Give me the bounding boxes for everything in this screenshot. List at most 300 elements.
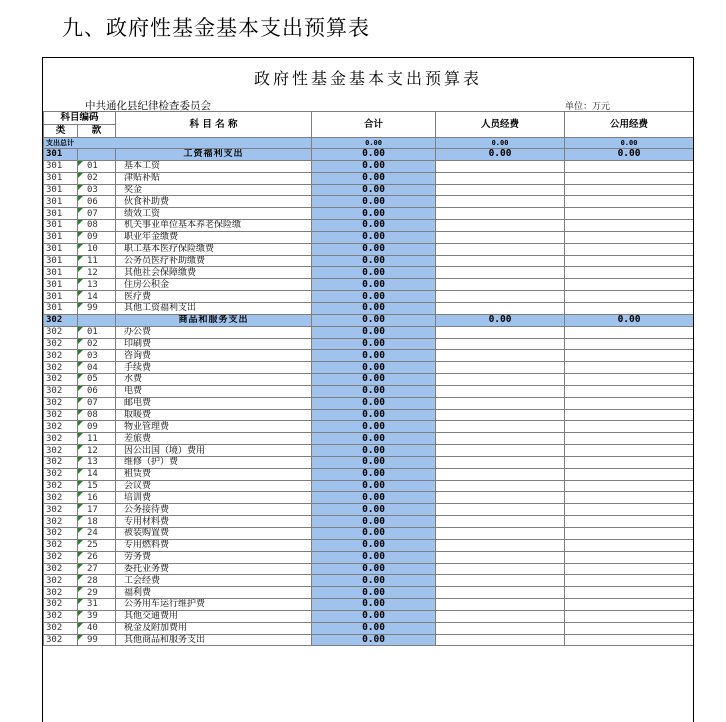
row-item-code: 16 xyxy=(78,492,116,504)
row-class-code: 302 xyxy=(44,338,78,350)
row-personnel xyxy=(436,397,565,409)
row-class-code: 301 xyxy=(44,172,78,184)
header-name: 科 目 名 称 xyxy=(116,112,312,138)
row-item-code: 02 xyxy=(78,338,116,350)
table-row xyxy=(44,350,694,362)
row-personnel xyxy=(436,575,565,587)
row-total: 0.00 xyxy=(312,374,436,386)
row-public xyxy=(565,397,694,409)
row-item-code: 14 xyxy=(78,468,116,480)
header-row xyxy=(44,112,694,125)
row-total: 0.00 xyxy=(312,243,436,255)
row-public xyxy=(565,445,694,457)
row-item-code: 13 xyxy=(78,456,116,468)
category-personnel: 0.00 xyxy=(436,314,565,326)
table-row xyxy=(44,504,694,516)
summary-personnel: 0.00 xyxy=(436,138,565,149)
row-name: 会议费 xyxy=(116,480,312,492)
row-total: 0.00 xyxy=(312,326,436,338)
row-item-code: 01 xyxy=(78,160,116,172)
row-item-code: 04 xyxy=(78,362,116,374)
row-public xyxy=(565,551,694,563)
row-total: 0.00 xyxy=(312,231,436,243)
table-row xyxy=(44,421,694,433)
table-row xyxy=(44,634,694,646)
table-row xyxy=(44,397,694,409)
row-name: 公务员医疗补助缴费 xyxy=(116,255,312,267)
header-code-group: 科目编码 xyxy=(44,112,116,125)
row-item-code: 29 xyxy=(78,587,116,599)
category-name: 商品和服务支出 xyxy=(116,314,312,326)
row-class-code: 302 xyxy=(44,421,78,433)
row-name: 税金及附加费用 xyxy=(116,622,312,634)
row-class-code: 302 xyxy=(44,551,78,563)
row-class-code: 302 xyxy=(44,385,78,397)
row-personnel xyxy=(436,516,565,528)
row-item-code: 09 xyxy=(78,421,116,433)
row-item-code: 99 xyxy=(78,634,116,646)
table-row xyxy=(44,255,694,267)
row-public xyxy=(565,468,694,480)
row-name: 其他商品和服务支出 xyxy=(116,634,312,646)
header-class: 类 xyxy=(44,125,78,138)
row-personnel xyxy=(436,563,565,575)
row-class-code: 302 xyxy=(44,528,78,540)
row-class-code: 301 xyxy=(44,243,78,255)
row-personnel xyxy=(436,433,565,445)
row-total: 0.00 xyxy=(312,421,436,433)
row-class-code: 302 xyxy=(44,433,78,445)
row-name: 咨询费 xyxy=(116,350,312,362)
table-row xyxy=(44,409,694,421)
row-personnel xyxy=(436,551,565,563)
row-item-code: 18 xyxy=(78,516,116,528)
row-class-code: 302 xyxy=(44,468,78,480)
row-item-code: 08 xyxy=(78,220,116,232)
category-total: 0.00 xyxy=(312,149,436,161)
table-row xyxy=(44,184,694,196)
row-public xyxy=(565,385,694,397)
row-class-code: 302 xyxy=(44,563,78,575)
row-item-code: 31 xyxy=(78,599,116,611)
row-public xyxy=(565,575,694,587)
row-public xyxy=(565,208,694,220)
row-item-code: 07 xyxy=(78,208,116,220)
row-public xyxy=(565,421,694,433)
row-total: 0.00 xyxy=(312,338,436,350)
row-class-code: 302 xyxy=(44,504,78,516)
row-class-code: 302 xyxy=(44,409,78,421)
table-row xyxy=(44,516,694,528)
table-row xyxy=(44,539,694,551)
row-total: 0.00 xyxy=(312,516,436,528)
category-sub xyxy=(78,314,116,326)
row-class-code: 302 xyxy=(44,599,78,611)
table-row xyxy=(44,338,694,350)
row-name: 住房公积金 xyxy=(116,279,312,291)
row-public xyxy=(565,172,694,184)
table-row xyxy=(44,172,694,184)
row-item-code: 03 xyxy=(78,184,116,196)
row-public xyxy=(565,409,694,421)
row-public xyxy=(565,539,694,551)
row-total: 0.00 xyxy=(312,480,436,492)
row-public xyxy=(565,563,694,575)
row-item-code: 27 xyxy=(78,563,116,575)
table-row xyxy=(44,302,694,314)
row-total: 0.00 xyxy=(312,599,436,611)
table-row xyxy=(44,528,694,540)
table-row xyxy=(44,480,694,492)
row-total: 0.00 xyxy=(312,208,436,220)
row-personnel xyxy=(436,350,565,362)
row-personnel xyxy=(436,172,565,184)
row-public xyxy=(565,622,694,634)
row-personnel xyxy=(436,326,565,338)
row-name: 水费 xyxy=(116,374,312,386)
table-row xyxy=(44,492,694,504)
header-item: 款 xyxy=(78,125,116,138)
row-total: 0.00 xyxy=(312,220,436,232)
unit-row xyxy=(43,97,693,112)
row-total: 0.00 xyxy=(312,409,436,421)
row-personnel xyxy=(436,220,565,232)
row-total: 0.00 xyxy=(312,184,436,196)
row-public xyxy=(565,456,694,468)
row-class-code: 301 xyxy=(44,255,78,267)
row-total: 0.00 xyxy=(312,492,436,504)
row-personnel xyxy=(436,231,565,243)
row-public xyxy=(565,492,694,504)
row-name: 伙食补助费 xyxy=(116,196,312,208)
summary-public: 0.00 xyxy=(565,138,694,149)
row-public xyxy=(565,220,694,232)
row-item-code: 03 xyxy=(78,350,116,362)
table-row xyxy=(44,587,694,599)
row-personnel xyxy=(436,385,565,397)
row-item-code: 15 xyxy=(78,480,116,492)
row-name: 其他社会保障缴费 xyxy=(116,267,312,279)
row-class-code: 301 xyxy=(44,231,78,243)
row-item-code: 24 xyxy=(78,528,116,540)
table-row xyxy=(44,456,694,468)
row-name: 办公费 xyxy=(116,326,312,338)
row-public xyxy=(565,504,694,516)
row-class-code: 301 xyxy=(44,302,78,314)
row-name: 职工基本医疗保险缴费 xyxy=(116,243,312,255)
row-public xyxy=(565,350,694,362)
row-name: 其他交通费用 xyxy=(116,610,312,622)
row-total: 0.00 xyxy=(312,468,436,480)
row-total: 0.00 xyxy=(312,385,436,397)
table-row xyxy=(44,374,694,386)
row-total: 0.00 xyxy=(312,622,436,634)
row-total: 0.00 xyxy=(312,528,436,540)
row-item-code: 99 xyxy=(78,302,116,314)
summary-label: 支出总计 xyxy=(44,138,312,149)
table-row xyxy=(44,445,694,457)
row-class-code: 301 xyxy=(44,208,78,220)
row-total: 0.00 xyxy=(312,575,436,587)
summary-row xyxy=(44,138,694,149)
row-name: 取暖费 xyxy=(116,409,312,421)
row-personnel xyxy=(436,492,565,504)
row-name: 其他工资福利支出 xyxy=(116,302,312,314)
table-row xyxy=(44,362,694,374)
row-item-code: 06 xyxy=(78,196,116,208)
row-personnel xyxy=(436,279,565,291)
row-personnel xyxy=(436,421,565,433)
row-name: 劳务费 xyxy=(116,551,312,563)
table-row xyxy=(44,575,694,587)
row-total: 0.00 xyxy=(312,563,436,575)
row-class-code: 302 xyxy=(44,539,78,551)
category-public: 0.00 xyxy=(565,149,694,161)
row-class-code: 302 xyxy=(44,374,78,386)
page-heading: 九、政府性基金基本支出预算表 xyxy=(62,16,370,40)
row-class-code: 301 xyxy=(44,160,78,172)
row-name: 专用燃料费 xyxy=(116,539,312,551)
row-total: 0.00 xyxy=(312,267,436,279)
row-personnel xyxy=(436,374,565,386)
summary-total: 0.00 xyxy=(312,138,436,149)
row-public xyxy=(565,291,694,303)
row-personnel xyxy=(436,587,565,599)
category-name: 工资福利支出 xyxy=(116,149,312,161)
budget-table xyxy=(43,111,694,646)
row-personnel xyxy=(436,267,565,279)
row-public xyxy=(565,267,694,279)
row-name: 医疗费 xyxy=(116,291,312,303)
table-row xyxy=(44,291,694,303)
row-personnel xyxy=(436,160,565,172)
row-public xyxy=(565,599,694,611)
row-class-code: 301 xyxy=(44,279,78,291)
row-public xyxy=(565,634,694,646)
table-row xyxy=(44,326,694,338)
row-class-code: 302 xyxy=(44,362,78,374)
row-total: 0.00 xyxy=(312,160,436,172)
table-row xyxy=(44,551,694,563)
row-public xyxy=(565,196,694,208)
row-total: 0.00 xyxy=(312,302,436,314)
category-code: 302 xyxy=(44,314,78,326)
row-total: 0.00 xyxy=(312,172,436,184)
row-total: 0.00 xyxy=(312,397,436,409)
table-row xyxy=(44,160,694,172)
row-personnel xyxy=(436,243,565,255)
row-public xyxy=(565,587,694,599)
row-name: 委托业务费 xyxy=(116,563,312,575)
row-public xyxy=(565,231,694,243)
row-total: 0.00 xyxy=(312,279,436,291)
row-class-code: 302 xyxy=(44,350,78,362)
row-name: 电费 xyxy=(116,385,312,397)
row-personnel xyxy=(436,634,565,646)
table-row xyxy=(44,243,694,255)
row-public xyxy=(565,610,694,622)
table-row xyxy=(44,468,694,480)
row-total: 0.00 xyxy=(312,587,436,599)
unit-label: 单位：万元 xyxy=(565,102,611,112)
row-name: 因公出国（境）费用 xyxy=(116,445,312,457)
row-item-code: 14 xyxy=(78,291,116,303)
row-name: 公务用车运行维护费 xyxy=(116,599,312,611)
row-personnel xyxy=(436,208,565,220)
row-personnel xyxy=(436,539,565,551)
row-personnel xyxy=(436,338,565,350)
row-name: 公务接待费 xyxy=(116,504,312,516)
row-item-code: 17 xyxy=(78,504,116,516)
row-item-code: 25 xyxy=(78,539,116,551)
row-public xyxy=(565,302,694,314)
row-total: 0.00 xyxy=(312,291,436,303)
category-sub xyxy=(78,149,116,161)
row-personnel xyxy=(436,480,565,492)
row-class-code: 302 xyxy=(44,492,78,504)
row-name: 印刷费 xyxy=(116,338,312,350)
row-name: 租赁费 xyxy=(116,468,312,480)
row-item-code: 12 xyxy=(78,267,116,279)
row-item-code: 10 xyxy=(78,243,116,255)
row-total: 0.00 xyxy=(312,350,436,362)
row-total: 0.00 xyxy=(312,504,436,516)
row-class-code: 302 xyxy=(44,456,78,468)
row-item-code: 11 xyxy=(78,255,116,267)
row-class-code: 302 xyxy=(44,445,78,457)
category-row xyxy=(44,149,694,161)
table-row xyxy=(44,196,694,208)
row-class-code: 302 xyxy=(44,587,78,599)
row-public xyxy=(565,374,694,386)
row-item-code: 01 xyxy=(78,326,116,338)
row-personnel xyxy=(436,362,565,374)
row-public xyxy=(565,326,694,338)
row-class-code: 302 xyxy=(44,634,78,646)
row-name: 基本工资 xyxy=(116,160,312,172)
row-public xyxy=(565,516,694,528)
category-public: 0.00 xyxy=(565,314,694,326)
row-name: 职业年金缴费 xyxy=(116,231,312,243)
row-name: 绩效工资 xyxy=(116,208,312,220)
header-total: 合计 xyxy=(312,112,436,138)
row-item-code: 08 xyxy=(78,409,116,421)
header-public: 公用经费 xyxy=(565,112,694,138)
row-total: 0.00 xyxy=(312,362,436,374)
row-total: 0.00 xyxy=(312,551,436,563)
row-personnel xyxy=(436,610,565,622)
table-row xyxy=(44,563,694,575)
row-class-code: 302 xyxy=(44,575,78,587)
row-class-code: 301 xyxy=(44,220,78,232)
row-public xyxy=(565,184,694,196)
row-name: 物业管理费 xyxy=(116,421,312,433)
row-item-code: 39 xyxy=(78,610,116,622)
row-total: 0.00 xyxy=(312,610,436,622)
row-public xyxy=(565,480,694,492)
row-public xyxy=(565,243,694,255)
row-personnel xyxy=(436,302,565,314)
row-class-code: 302 xyxy=(44,622,78,634)
row-item-code: 28 xyxy=(78,575,116,587)
row-class-code: 302 xyxy=(44,480,78,492)
table-row xyxy=(44,208,694,220)
row-personnel xyxy=(436,504,565,516)
row-personnel xyxy=(436,445,565,457)
row-name: 津贴补贴 xyxy=(116,172,312,184)
row-personnel xyxy=(436,456,565,468)
row-name: 专用材料费 xyxy=(116,516,312,528)
row-name: 被装购置费 xyxy=(116,528,312,540)
row-public xyxy=(565,279,694,291)
row-public xyxy=(565,255,694,267)
row-personnel xyxy=(436,528,565,540)
table-row xyxy=(44,231,694,243)
category-personnel: 0.00 xyxy=(436,149,565,161)
table-row xyxy=(44,279,694,291)
row-personnel xyxy=(436,291,565,303)
row-name: 维修（护）费 xyxy=(116,456,312,468)
row-personnel xyxy=(436,255,565,267)
row-name: 奖金 xyxy=(116,184,312,196)
row-name: 差旅费 xyxy=(116,433,312,445)
row-name: 培训费 xyxy=(116,492,312,504)
category-row xyxy=(44,314,694,326)
row-total: 0.00 xyxy=(312,196,436,208)
row-public xyxy=(565,528,694,540)
row-personnel xyxy=(436,184,565,196)
row-class-code: 302 xyxy=(44,516,78,528)
row-personnel xyxy=(436,622,565,634)
row-class-code: 301 xyxy=(44,196,78,208)
category-total: 0.00 xyxy=(312,314,436,326)
org-name: 中共通化县纪律检查委员会 xyxy=(85,100,211,112)
row-item-code: 06 xyxy=(78,385,116,397)
row-item-code: 07 xyxy=(78,397,116,409)
table-row xyxy=(44,267,694,279)
row-public xyxy=(565,362,694,374)
row-item-code: 05 xyxy=(78,374,116,386)
row-personnel xyxy=(436,599,565,611)
row-item-code: 13 xyxy=(78,279,116,291)
table-row xyxy=(44,433,694,445)
row-total: 0.00 xyxy=(312,255,436,267)
row-item-code: 26 xyxy=(78,551,116,563)
row-public xyxy=(565,160,694,172)
table-row xyxy=(44,622,694,634)
row-class-code: 302 xyxy=(44,397,78,409)
row-item-code: 09 xyxy=(78,231,116,243)
row-total: 0.00 xyxy=(312,634,436,646)
row-class-code: 301 xyxy=(44,291,78,303)
row-personnel xyxy=(436,196,565,208)
table-title: 政府性基金基本支出预算表 xyxy=(253,69,482,88)
row-personnel xyxy=(436,409,565,421)
row-total: 0.00 xyxy=(312,445,436,457)
row-name: 工会经费 xyxy=(116,575,312,587)
row-name: 福利费 xyxy=(116,587,312,599)
budget-sheet xyxy=(42,57,694,722)
row-item-code: 12 xyxy=(78,445,116,457)
row-public xyxy=(565,433,694,445)
table-row xyxy=(44,385,694,397)
row-item-code: 11 xyxy=(78,433,116,445)
table-row xyxy=(44,599,694,611)
row-public xyxy=(565,338,694,350)
row-name: 邮电费 xyxy=(116,397,312,409)
header-personnel: 人员经费 xyxy=(436,112,565,138)
row-class-code: 302 xyxy=(44,326,78,338)
